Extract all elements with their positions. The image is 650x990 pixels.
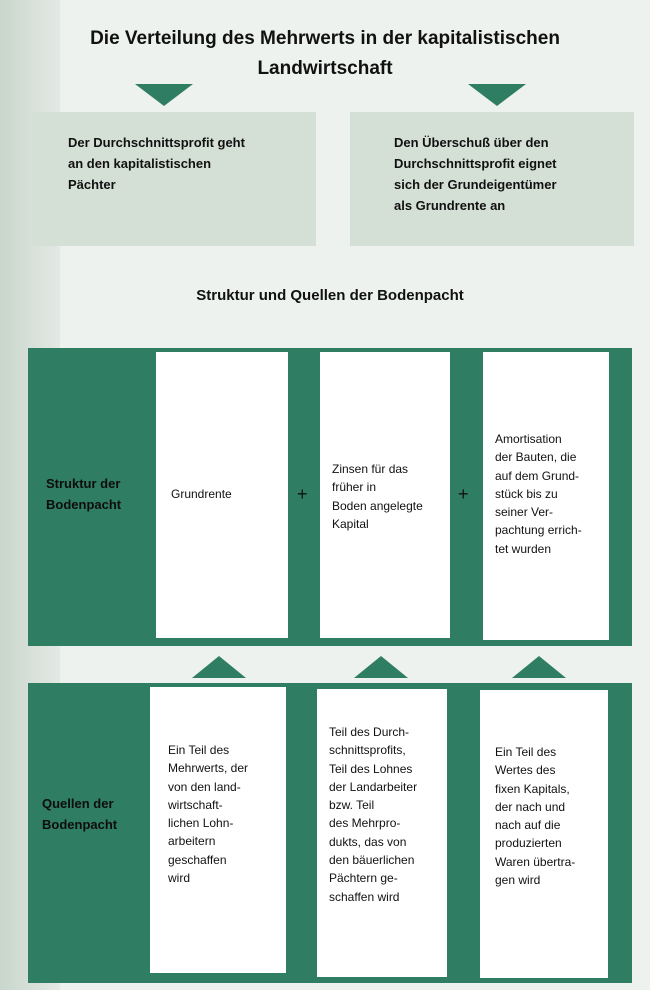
profit-box: Der Durchschnittsprofit geht an den kapitalistischen Pächter: [32, 112, 316, 246]
plus-sign: +: [458, 484, 469, 504]
arrow-up-icon: [192, 656, 246, 678]
sources-label: Quellen der Bodenpacht: [42, 796, 118, 832]
section-subtitle: Struktur und Quellen der Bodenpacht: [196, 287, 464, 304]
arrow-up-icon: [512, 656, 566, 678]
structure-cell-interest: Zinsen für das früher in Boden angelegte Kapital: [320, 352, 450, 638]
ground-rent-box: Den Überschuß über den Durchschnittsprofit eignet sich der Grundeigentümer als Grundrente an: [350, 112, 634, 246]
plus-sign: +: [297, 484, 308, 504]
sources-cell-fixed-capital: Ein Teil des Wertes des fixen Kapitals, der nach und nach auf die produzierten Waren übertra- gen wird: [480, 690, 608, 978]
page-title: Die Verteilung des Mehrwerts in der kapitalistischen Landwirtschaft: [90, 28, 560, 79]
structure-label: Struktur der Bodenpacht: [46, 476, 122, 512]
arrow-down-left-icon: [135, 84, 193, 106]
structure-cell-ground-rent: Grundrente: [156, 352, 288, 638]
structure-cell-amortisation: Amortisation der Bauten, die auf dem Grund- stück bis zu seiner Ver- pachtung errich- tet wurden: [483, 352, 609, 640]
arrow-up-icon: [354, 656, 408, 678]
arrow-down-right-icon: [468, 84, 526, 106]
sources-cell-average-profit: Teil des Durch- schnittsprofits, Teil des Lohnes der Landarbeiter bzw. Teil des Mehrpro- dukts, das von den bäuerlichen Pächtern ge- schaffen wird: [317, 689, 447, 977]
sources-cell-surplus-value: Ein Teil des Mehrwerts, der von den land- wirtschaft- lichen Lohn- arbeitern geschaffen wird: [150, 687, 286, 973]
